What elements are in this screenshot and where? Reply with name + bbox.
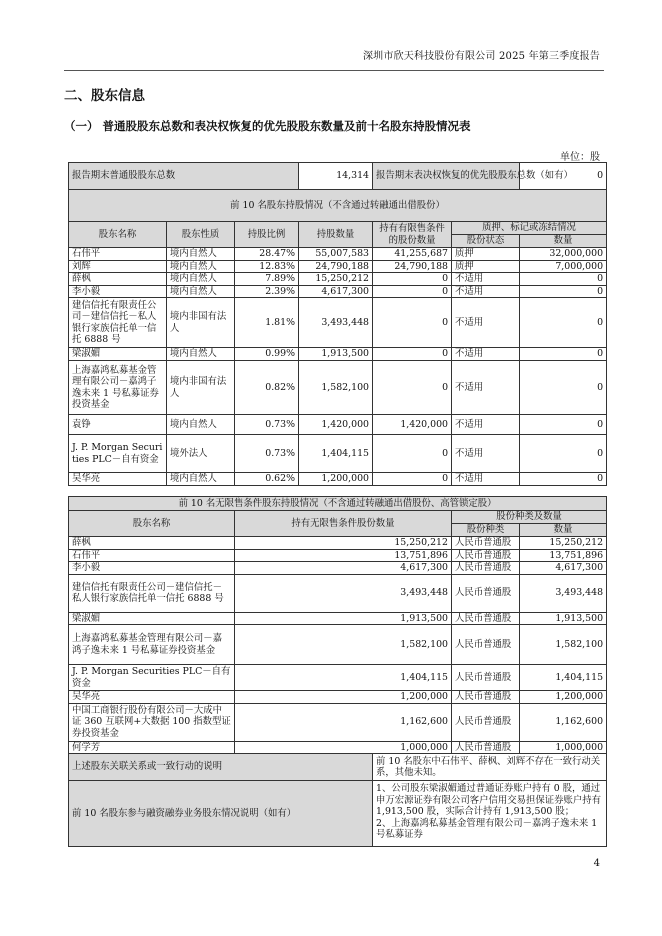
table-row bbox=[69, 665, 607, 691]
row-amount: 0 bbox=[520, 415, 607, 435]
row-nature: 境内非国有法人 bbox=[167, 298, 235, 348]
table-row bbox=[69, 612, 607, 625]
table-row bbox=[69, 703, 607, 741]
row-nature: 境内自然人 bbox=[167, 415, 235, 435]
related-label: 上述股东关联关系或一致行动的说明 bbox=[69, 754, 373, 781]
row-name: 石伟平 bbox=[69, 248, 167, 261]
row-name: 梁淑媚 bbox=[69, 348, 167, 361]
row-nature: 境内自然人 bbox=[167, 473, 235, 486]
header-amount: 数量 bbox=[520, 235, 607, 248]
unrestricted-title: 前 10 名无限售条件股东持股情况（不含通过转融通出借股份、高管锁定股） bbox=[69, 497, 607, 511]
header-pledge: 质押、标记或冻结情况 bbox=[452, 222, 607, 235]
header-divider bbox=[64, 70, 604, 71]
row-restricted: 0 bbox=[373, 435, 452, 473]
u-row-amount: 1,404,115 bbox=[520, 665, 607, 691]
row-restricted: 1,420,000 bbox=[373, 415, 452, 435]
table-row bbox=[69, 298, 607, 348]
u-row-type: 人民币普通股 bbox=[452, 562, 520, 575]
u-row-qty: 1,582,100 bbox=[235, 625, 452, 665]
row-ratio: 2.39% bbox=[235, 285, 299, 298]
sub-title: （一） 普通股股东总数和表决权恢复的优先股股东数量及前十名股东持股情况表 bbox=[64, 119, 471, 133]
row-restricted: 24,790,188 bbox=[373, 260, 452, 273]
row-qty: 24,790,188 bbox=[299, 260, 373, 273]
u-header-type-group: 股份种类及数量 bbox=[452, 511, 607, 524]
table-row bbox=[69, 574, 607, 612]
row-name: 李小毅 bbox=[69, 285, 167, 298]
u-header-qty: 持有无限售条件股份数量 bbox=[235, 511, 452, 537]
u-header-amount: 数量 bbox=[520, 524, 607, 537]
table-row bbox=[69, 435, 607, 473]
table-row bbox=[69, 562, 607, 575]
margin-note-row bbox=[69, 781, 607, 847]
row-ratio: 12.83% bbox=[235, 260, 299, 273]
row-restricted: 0 bbox=[373, 473, 452, 486]
margin-text-1: 1、公司股东梁淑媚通过普通证券账户持有 0 股，通过申万宏源证券有限公司客户信用交易担保证券账户持有 1,913,500 股，实际合计持有 1,913,500 股； bbox=[376, 783, 602, 817]
u-row-amount: 1,200,000 bbox=[520, 691, 607, 704]
header-status: 股份状态 bbox=[452, 235, 520, 248]
u-row-qty: 1,404,115 bbox=[235, 665, 452, 691]
page-number: 4 bbox=[593, 858, 600, 869]
row-name: 刘辉 bbox=[69, 260, 167, 273]
row-qty: 1,200,000 bbox=[299, 473, 373, 486]
u-row-name: 中国工商银行股份有限公司－大成中证 360 互联网+大数据 100 指数型证券投资基金 bbox=[69, 703, 235, 741]
row-ratio: 0.82% bbox=[235, 361, 299, 415]
row-nature: 境内自然人 bbox=[167, 248, 235, 261]
row-qty: 1,420,000 bbox=[299, 415, 373, 435]
u-row-qty: 3,493,448 bbox=[235, 574, 452, 612]
u-row-qty: 1,913,500 bbox=[235, 612, 452, 625]
row-ratio: 7.89% bbox=[235, 273, 299, 286]
table-row bbox=[69, 260, 607, 273]
row-amount: 0 bbox=[520, 473, 607, 486]
u-row-type: 人民币普通股 bbox=[452, 625, 520, 665]
header-name: 股东名称 bbox=[69, 222, 167, 248]
u-row-type: 人民币普通股 bbox=[452, 741, 520, 754]
row-ratio: 0.62% bbox=[235, 473, 299, 486]
u-row-type: 人民币普通股 bbox=[452, 612, 520, 625]
u-row-amount: 1,000,000 bbox=[520, 741, 607, 754]
table-row bbox=[69, 537, 607, 550]
related-note-row bbox=[69, 754, 607, 781]
margin-text bbox=[373, 781, 607, 847]
u-row-name: 何学芳 bbox=[69, 741, 235, 754]
row-nature: 境外法人 bbox=[167, 435, 235, 473]
u-row-amount: 3,493,448 bbox=[520, 574, 607, 612]
row-ratio: 1.81% bbox=[235, 298, 299, 348]
u-row-qty: 13,751,896 bbox=[235, 549, 452, 562]
u-row-amount: 15,250,212 bbox=[520, 537, 607, 550]
row-nature: 境内非国有法人 bbox=[167, 361, 235, 415]
row-status: 不适用 bbox=[452, 435, 520, 473]
u-row-name: 薛枫 bbox=[69, 537, 235, 550]
table-row bbox=[69, 473, 607, 486]
summary-common-value: 14,314 bbox=[299, 163, 373, 190]
u-row-amount: 1,162,600 bbox=[520, 703, 607, 741]
row-amount: 0 bbox=[520, 435, 607, 473]
u-row-name: 梁淑媚 bbox=[69, 612, 235, 625]
row-nature: 境内自然人 bbox=[167, 348, 235, 361]
row-name: J. P. Morgan Securities PLC－自有资金 bbox=[69, 435, 167, 473]
row-amount: 0 bbox=[520, 348, 607, 361]
row-qty: 1,582,100 bbox=[299, 361, 373, 415]
row-qty: 4,617,300 bbox=[299, 285, 373, 298]
top10-title: 前 10 名股东持股情况（不含通过转融通出借股份） bbox=[69, 190, 607, 222]
row-qty: 55,007,583 bbox=[299, 248, 373, 261]
table-row bbox=[69, 625, 607, 665]
row-ratio: 28.47% bbox=[235, 248, 299, 261]
row-name: 建信信托有限责任公司－建信信托－私人银行家族信托单一信托 6888 号 bbox=[69, 298, 167, 348]
margin-label: 前 10 名股东参与融资融券业务股东情况说明（如有） bbox=[69, 781, 373, 847]
row-restricted: 0 bbox=[373, 273, 452, 286]
table-row bbox=[69, 361, 607, 415]
row-nature: 境内自然人 bbox=[167, 285, 235, 298]
row-qty: 15,250,212 bbox=[299, 273, 373, 286]
row-restricted: 0 bbox=[373, 285, 452, 298]
unrestricted-table bbox=[68, 496, 607, 847]
report-header: 深圳市欣天科技股份有限公司 2025 年第三季度报告 bbox=[362, 51, 600, 62]
row-amount: 0 bbox=[520, 285, 607, 298]
row-name: 吴华亮 bbox=[69, 473, 167, 486]
row-restricted: 0 bbox=[373, 298, 452, 348]
header-qty: 持股数量 bbox=[299, 222, 373, 248]
table-row bbox=[69, 285, 607, 298]
u-row-type: 人民币普通股 bbox=[452, 691, 520, 704]
row-ratio: 0.99% bbox=[235, 348, 299, 361]
row-name: 薛枫 bbox=[69, 273, 167, 286]
row-amount: 7,000,000 bbox=[520, 260, 607, 273]
summary-pref-value: 0 bbox=[520, 163, 607, 190]
row-status: 不适用 bbox=[452, 348, 520, 361]
row-amount: 0 bbox=[520, 273, 607, 286]
u-header-type: 股份种类 bbox=[452, 524, 520, 537]
row-nature: 境内自然人 bbox=[167, 260, 235, 273]
row-ratio: 0.73% bbox=[235, 415, 299, 435]
header-ratio: 持股比例 bbox=[235, 222, 299, 248]
margin-text-2: 2、上海嘉鸿私募基金管理有限公司－嘉鸿子逸未来 1 号私募证券 bbox=[376, 817, 598, 840]
u-row-name: 石伟平 bbox=[69, 549, 235, 562]
u-header-name: 股东名称 bbox=[69, 511, 235, 537]
u-row-qty: 1,000,000 bbox=[235, 741, 452, 754]
section-title: 二、股东信息 bbox=[64, 88, 145, 104]
row-status: 不适用 bbox=[452, 273, 520, 286]
u-row-name: 建信信托有限责任公司－建信信托－私人银行家族信托单一信托 6888 号 bbox=[69, 574, 235, 612]
row-amount: 0 bbox=[520, 298, 607, 348]
u-row-name: J. P. Morgan Securities PLC－自有资金 bbox=[69, 665, 235, 691]
row-qty: 1,404,115 bbox=[299, 435, 373, 473]
table-row bbox=[69, 273, 607, 286]
row-qty: 1,913,500 bbox=[299, 348, 373, 361]
u-row-name: 李小毅 bbox=[69, 562, 235, 575]
u-row-qty: 4,617,300 bbox=[235, 562, 452, 575]
table-row bbox=[69, 415, 607, 435]
u-row-qty: 1,200,000 bbox=[235, 691, 452, 704]
row-status: 不适用 bbox=[452, 361, 520, 415]
row-name: 袁铮 bbox=[69, 415, 167, 435]
u-row-amount: 1,582,100 bbox=[520, 625, 607, 665]
table-row bbox=[69, 741, 607, 754]
row-nature: 境内自然人 bbox=[167, 273, 235, 286]
unit-label: 单位：股 bbox=[560, 152, 600, 163]
u-row-name: 吴华亮 bbox=[69, 691, 235, 704]
row-status: 质押 bbox=[452, 248, 520, 261]
shareholder-table bbox=[68, 162, 607, 486]
related-text: 前 10 名股东中石伟平、薛枫、刘辉不存在一致行动关系，其他未知。 bbox=[373, 754, 607, 781]
u-row-type: 人民币普通股 bbox=[452, 665, 520, 691]
row-amount: 0 bbox=[520, 361, 607, 415]
row-name: 上海嘉鸿私募基金管理有限公司－嘉鸿子逸未来 1 号私募证券投资基金 bbox=[69, 361, 167, 415]
row-status: 不适用 bbox=[452, 298, 520, 348]
u-row-qty: 1,162,600 bbox=[235, 703, 452, 741]
u-row-type: 人民币普通股 bbox=[452, 703, 520, 741]
u-row-amount: 13,751,896 bbox=[520, 549, 607, 562]
header-nature: 股东性质 bbox=[167, 222, 235, 248]
row-qty: 3,493,448 bbox=[299, 298, 373, 348]
row-restricted: 0 bbox=[373, 348, 452, 361]
row-ratio: 0.73% bbox=[235, 435, 299, 473]
table-row bbox=[69, 248, 607, 261]
summary-pref-label: 报告期末表决权恢复的优先股股东总数（如有） bbox=[373, 163, 520, 190]
u-row-amount: 1,913,500 bbox=[520, 612, 607, 625]
row-amount: 32,000,000 bbox=[520, 248, 607, 261]
table-row bbox=[69, 348, 607, 361]
u-row-name: 上海嘉鸿私募基金管理有限公司－嘉鸿子逸未来 1 号私募证券投资基金 bbox=[69, 625, 235, 665]
u-row-amount: 4,617,300 bbox=[520, 562, 607, 575]
row-status: 不适用 bbox=[452, 415, 520, 435]
table-row bbox=[69, 549, 607, 562]
u-row-qty: 15,250,212 bbox=[235, 537, 452, 550]
u-row-type: 人民币普通股 bbox=[452, 574, 520, 612]
summary-row bbox=[69, 163, 607, 190]
table-row bbox=[69, 691, 607, 704]
summary-common-label: 报告期末普通股股东总数 bbox=[69, 163, 299, 190]
header-restricted: 持有有限售条件的股份数量 bbox=[373, 222, 452, 248]
u-row-type: 人民币普通股 bbox=[452, 549, 520, 562]
row-status: 不适用 bbox=[452, 473, 520, 486]
row-status: 不适用 bbox=[452, 285, 520, 298]
u-row-type: 人民币普通股 bbox=[452, 537, 520, 550]
row-restricted: 41,255,687 bbox=[373, 248, 452, 261]
row-status: 质押 bbox=[452, 260, 520, 273]
row-restricted: 0 bbox=[373, 361, 452, 415]
